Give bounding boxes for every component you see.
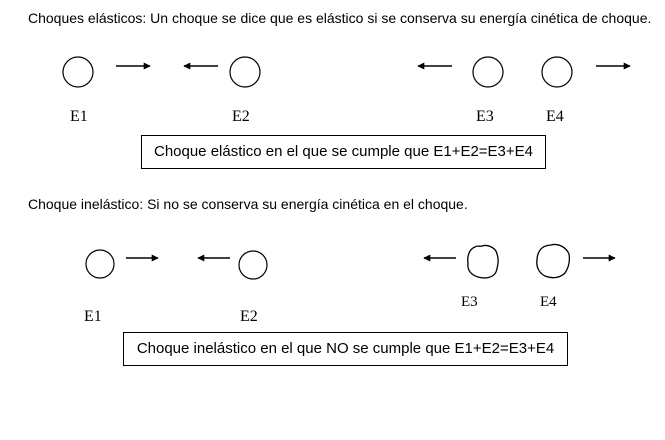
elastic-condition-text: Choque elástico en el que se cumple que E1+E2=E3+E4 <box>153 143 534 160</box>
inelastic-ball-2 <box>239 251 267 279</box>
elastic-ball-1 <box>63 57 93 87</box>
inelastic-label-e2: E2 <box>240 308 258 325</box>
inelastic-label-e1: E1 <box>84 308 102 325</box>
inelastic-label-e4: E4 <box>540 294 557 310</box>
inelastic-deformed-ball-3 <box>468 245 498 277</box>
elastic-label-e4: E4 <box>546 108 564 125</box>
elastic-heading: Choques elásticos: Un choque se dice que es elástico si se conserva su energía cinética de choque. <box>28 10 652 26</box>
elastic-ball-3 <box>473 57 503 87</box>
elastic-ball-2 <box>230 57 260 87</box>
inelastic-label-e3: E3 <box>461 294 478 310</box>
inelastic-deformed-ball-4 <box>537 244 570 277</box>
inelastic-condition-text: Choque inelástico en el que NO se cumple que E1+E2=E3+E4 <box>136 340 555 357</box>
elastic-label-e1: E1 <box>70 108 88 125</box>
elastic-label-e2: E2 <box>232 108 250 125</box>
elastic-ball-4 <box>542 57 572 87</box>
inelastic-ball-1 <box>86 250 114 278</box>
inelastic-heading: Choque inelástico: Si no se conserva su energía cinética en el choque. <box>28 196 468 212</box>
elastic-label-e3: E3 <box>476 108 494 125</box>
